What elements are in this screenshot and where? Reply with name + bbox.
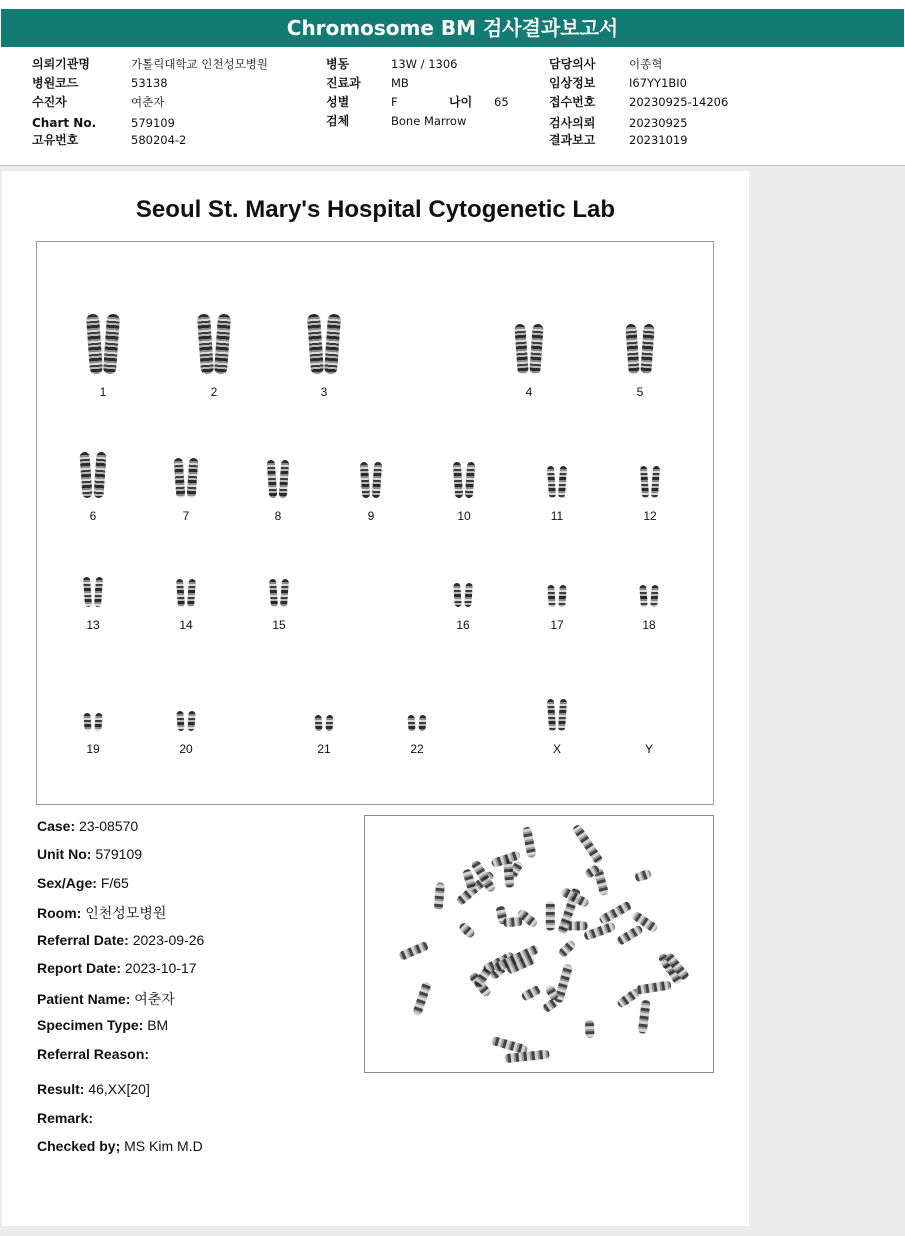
field-label: 검체 bbox=[326, 114, 350, 128]
chromosome-8-b bbox=[279, 460, 290, 498]
chromosome-label: 17 bbox=[550, 618, 564, 632]
chromosome-3-a bbox=[307, 314, 324, 375]
field-value: 53138 bbox=[131, 76, 168, 90]
detail-referral-date bbox=[37, 932, 204, 948]
chromosome-6-a bbox=[79, 452, 92, 499]
field-label: Chart No. bbox=[32, 116, 97, 130]
metaphase-chromosome bbox=[585, 1020, 595, 1038]
chromosome-17-b bbox=[558, 585, 567, 607]
metaphase-chromosome bbox=[434, 882, 445, 910]
field-value: 20231019 bbox=[629, 133, 688, 147]
chromosome-5-a bbox=[625, 324, 639, 375]
field-label: 수진자 bbox=[32, 95, 67, 109]
chromosome-label: 10 bbox=[457, 509, 471, 523]
detail-value: 여춘자 bbox=[134, 991, 175, 1007]
field-value: 579109 bbox=[131, 116, 175, 130]
chromosome-5-b bbox=[640, 324, 654, 375]
chromosome-label: 19 bbox=[86, 742, 100, 756]
detail-value: 인천성모병원 bbox=[85, 905, 167, 921]
chromosome-21-a bbox=[314, 715, 322, 731]
field-value: 여춘자 bbox=[131, 95, 165, 109]
detail-specimen-type bbox=[37, 1017, 168, 1033]
field-label: 의뢰기관명 bbox=[32, 57, 90, 71]
chromosome-20-b bbox=[187, 711, 195, 731]
chromosome-label: 18 bbox=[642, 618, 656, 632]
metaphase-chromosome bbox=[546, 901, 555, 930]
field-value: 580204-2 bbox=[131, 133, 187, 147]
chromosome-label: 15 bbox=[272, 618, 286, 632]
chromosome-14-a bbox=[176, 579, 185, 607]
detail-label: Room: bbox=[37, 905, 82, 921]
chromosome-label: X bbox=[552, 742, 561, 756]
chromosome-label: 4 bbox=[525, 385, 533, 399]
detail-label: Unit No: bbox=[37, 846, 92, 862]
chromosome-12-a bbox=[640, 466, 649, 498]
field-label: 병원코드 bbox=[32, 76, 79, 90]
chromosome-8-a bbox=[267, 460, 278, 498]
field-label: 검사의뢰 bbox=[549, 116, 596, 130]
chromosome-21-b bbox=[325, 715, 333, 731]
chromosome-label: 22 bbox=[410, 742, 424, 756]
chromosome-X-b bbox=[558, 699, 567, 731]
chromosome-13-a bbox=[83, 577, 92, 607]
chromosome-label: 3 bbox=[320, 385, 328, 399]
metaphase-image bbox=[364, 815, 714, 1073]
chromosome-11-b bbox=[558, 466, 567, 498]
chromosome-19-b bbox=[94, 713, 102, 731]
chromosome-18-b bbox=[650, 585, 659, 607]
field-value: 20230925-14206 bbox=[629, 95, 729, 109]
field-value: Bone Marrow bbox=[391, 114, 467, 128]
detail-value: MS Kim M.D bbox=[124, 1138, 203, 1154]
metaphase-chromosome bbox=[557, 939, 577, 958]
chromosome-label: 1 bbox=[99, 385, 107, 399]
chromosome-1-b bbox=[103, 314, 120, 375]
chromosome-6-b bbox=[93, 452, 106, 499]
chromosome-1-a bbox=[86, 314, 103, 375]
detail-label: Result: bbox=[37, 1081, 85, 1097]
chromosome-18-a bbox=[639, 585, 648, 607]
chromosome-label: 14 bbox=[179, 618, 193, 632]
detail-value: F/65 bbox=[100, 875, 129, 891]
field-value: 13W / 1306 bbox=[391, 57, 458, 71]
detail-result bbox=[37, 1081, 150, 1097]
metaphase-chromosome bbox=[504, 1049, 550, 1063]
metaphase-chromosome bbox=[583, 922, 616, 941]
field-label: 성별 bbox=[326, 95, 350, 109]
metaphase-chromosome bbox=[638, 1000, 651, 1034]
chromosome-13-b bbox=[94, 577, 103, 607]
chromosome-label: 11 bbox=[550, 509, 564, 523]
metaphase-chromosome bbox=[598, 900, 633, 925]
field-label: 접수번호 bbox=[549, 95, 596, 109]
metaphase-chromosome bbox=[616, 924, 644, 946]
chromosome-7-b bbox=[187, 458, 199, 499]
detail-label: Specimen Type: bbox=[37, 1017, 144, 1033]
field-value: MB bbox=[391, 76, 409, 90]
chromosome-20-a bbox=[176, 711, 184, 731]
header-divider bbox=[0, 165, 905, 166]
chromosome-15-a bbox=[269, 579, 278, 607]
chromosome-10-a bbox=[453, 462, 463, 498]
lab-title: Seoul St. Mary's Hospital Cytogenetic Lab bbox=[135, 196, 616, 223]
detail-sex-age bbox=[37, 875, 129, 891]
chromosome-2-a bbox=[197, 314, 214, 375]
chromosome-4-a bbox=[514, 324, 528, 375]
chromosome-10-b bbox=[465, 462, 475, 498]
chromosome-4-b bbox=[529, 324, 543, 375]
metaphase-chromosome bbox=[634, 869, 652, 883]
field-label: 담당의사 bbox=[549, 57, 596, 71]
detail-patient-name bbox=[37, 989, 175, 1009]
chromosome-label: 7 bbox=[182, 509, 190, 523]
detail-value: 2023-10-17 bbox=[124, 960, 197, 976]
metaphase-chromosome bbox=[503, 917, 523, 927]
chromosome-12-b bbox=[651, 466, 660, 498]
report-header bbox=[0, 0, 905, 166]
field-value: F bbox=[391, 95, 398, 109]
detail-label: Sex/Age: bbox=[37, 875, 97, 891]
chromosome-label: 8 bbox=[274, 509, 282, 523]
chromosome-22-b bbox=[418, 715, 426, 731]
field-label: 고유번호 bbox=[32, 133, 79, 147]
metaphase-spread bbox=[365, 816, 713, 1072]
chromosome-label: 5 bbox=[636, 385, 644, 399]
report-title: Chromosome BM 검사결과보고서 bbox=[1, 9, 904, 47]
chromosome-22-a bbox=[407, 715, 415, 731]
metaphase-chromosome bbox=[522, 826, 537, 858]
metaphase-chromosome bbox=[462, 868, 477, 891]
chromosome-17-a bbox=[547, 585, 556, 607]
detail-value: 46,XX[20] bbox=[88, 1081, 150, 1097]
chromosome-19-a bbox=[83, 713, 91, 731]
chromosome-label: 2 bbox=[210, 385, 218, 399]
field-value: 20230925 bbox=[629, 116, 688, 130]
field-value: 가톨릭대학교 인천성모병원 bbox=[131, 57, 268, 71]
detail-label: Report Date: bbox=[37, 960, 122, 976]
field-value: 이종혁 bbox=[629, 57, 663, 71]
chromosome-label: 9 bbox=[367, 509, 375, 523]
field-label: 진료과 bbox=[326, 76, 361, 90]
karyogram bbox=[36, 241, 714, 805]
chromosome-label: 6 bbox=[89, 509, 97, 523]
chromosome-7-a bbox=[174, 458, 186, 499]
detail-label: Referral Date: bbox=[37, 932, 129, 948]
field-label: 병동 bbox=[326, 57, 350, 71]
metaphase-chromosome bbox=[572, 824, 604, 865]
detail-value: 579109 bbox=[95, 846, 143, 862]
chromosome-label: 13 bbox=[86, 618, 100, 632]
detail-label: Remark: bbox=[37, 1110, 94, 1126]
metaphase-chromosome bbox=[458, 921, 476, 939]
field-label: 나이 bbox=[449, 95, 473, 109]
chromosome-9-b bbox=[372, 462, 382, 498]
metaphase-chromosome bbox=[398, 941, 429, 961]
detail-remark bbox=[37, 1110, 93, 1126]
detail-unit-no bbox=[37, 846, 142, 862]
chromosome-X-a bbox=[547, 699, 556, 731]
chromosome-11-a bbox=[547, 466, 556, 498]
detail-value: BM bbox=[147, 1017, 169, 1033]
chromosome-label: 21 bbox=[317, 742, 331, 756]
detail-value: 2023-09-26 bbox=[132, 932, 205, 948]
chromosome-16-b bbox=[464, 583, 473, 607]
chromosome-2-b bbox=[214, 314, 231, 375]
metaphase-chromosome bbox=[490, 1036, 528, 1055]
field-label: 임상정보 bbox=[549, 76, 596, 90]
field-label: 결과보고 bbox=[549, 133, 596, 147]
detail-referral-reason bbox=[37, 1046, 149, 1062]
detail-room bbox=[37, 903, 166, 923]
chromosome-label: Y bbox=[644, 742, 653, 756]
chromosome-9-a bbox=[360, 462, 370, 498]
chromosome-3-b bbox=[324, 314, 341, 375]
detail-report-date bbox=[37, 960, 197, 976]
chromosome-label: 20 bbox=[179, 742, 193, 756]
detail-label: Checked by; bbox=[37, 1138, 121, 1154]
metaphase-chromosome bbox=[520, 985, 542, 1002]
chromosome-14-b bbox=[187, 579, 196, 607]
field-value: I67YY1BI0 bbox=[629, 76, 687, 90]
detail-label: Patient Name: bbox=[37, 991, 131, 1007]
detail-checked-by bbox=[37, 1138, 203, 1154]
detail-label: Referral Reason: bbox=[37, 1046, 150, 1062]
chromosome-label: 16 bbox=[456, 618, 470, 632]
chromosome-16-a bbox=[453, 583, 462, 607]
detail-case bbox=[37, 818, 138, 834]
detail-label: Case: bbox=[37, 818, 76, 834]
metaphase-chromosome bbox=[412, 981, 432, 1017]
detail-value: 23-08570 bbox=[79, 818, 139, 834]
chromosome-15-b bbox=[280, 579, 289, 607]
chromosome-label: 12 bbox=[643, 509, 657, 523]
metaphase-chromosome bbox=[636, 980, 672, 994]
field-value: 65 bbox=[494, 95, 509, 109]
